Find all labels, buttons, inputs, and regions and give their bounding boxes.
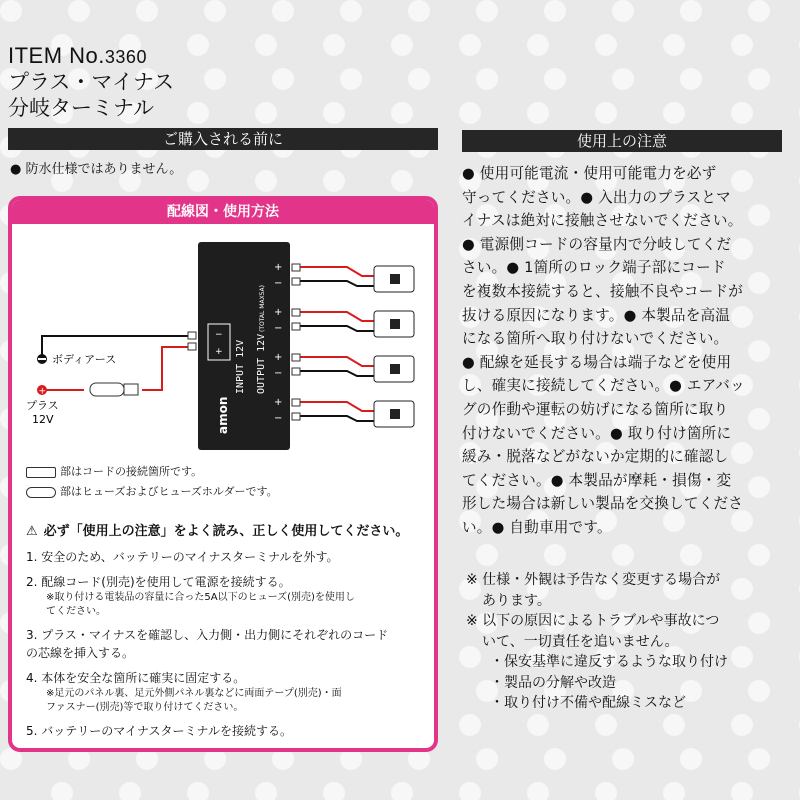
pattern-dot (187, 102, 209, 124)
output-sign-plus: + (274, 307, 283, 318)
caution-line: になる箇所へ取り付けないでください。 (462, 330, 729, 348)
output-voltage-label: OUTPUT 12V (256, 333, 267, 394)
output-red-wire (298, 402, 374, 411)
title-block (8, 44, 174, 121)
pattern-dot (272, 0, 294, 22)
disclaimer-notes (466, 570, 786, 714)
pattern-dot (595, 34, 617, 56)
pattern-dot (391, 102, 413, 124)
pattern-dot (595, 782, 617, 800)
pattern-dot (544, 0, 566, 22)
step-subnote: ※足元のパネル裏、足元外側パネル裏などに両面テープ(別売)・面 (46, 688, 342, 699)
caution-line: さい。● 1箇所のロック端子部にコード (462, 259, 726, 277)
caution-line: 緩み・脱落などがないか定期的に確認し (462, 448, 729, 466)
item-label: ITEM No. (8, 43, 105, 68)
pattern-dot (0, 0, 22, 22)
pattern-dot (187, 34, 209, 56)
pattern-dot (612, 68, 634, 90)
accessory-indicator (390, 319, 400, 329)
input-red-wire (142, 347, 192, 390)
output-connector-minus (292, 413, 300, 420)
disclaimer-line: いて、一切責任を追いません。 (482, 633, 679, 650)
pattern-dot (731, 34, 753, 56)
pattern-dot (391, 170, 413, 192)
legend-fuse-text: 部はヒューズおよびヒューズホルダーです。 (60, 485, 278, 498)
product-title-line2: 分岐ターミナル (8, 96, 154, 120)
output-red-wire (298, 312, 374, 321)
step-line: 1. 安全のため、バッテリーのマイナスターミナルを外す。 (26, 550, 339, 564)
pattern-dot (544, 544, 566, 566)
pattern-dot (323, 102, 345, 124)
instruction-steps (26, 548, 426, 740)
pattern-dot (459, 782, 481, 800)
pattern-dot (136, 0, 158, 22)
output-sign-minus: − (274, 368, 283, 379)
legend-fuse (26, 483, 278, 499)
disclaimer-line: ・保安基準に違反するような取り付け (490, 654, 728, 670)
pattern-dot (340, 68, 362, 90)
output-black-wire (298, 371, 374, 376)
caution-line: い。● 自動車用です。 (462, 518, 612, 536)
step-subnote: ※取り付ける電装品の容量に合った5A以下のヒューズ(別売)を使用し (46, 592, 355, 603)
pattern-dot (748, 544, 770, 566)
pattern-dot (476, 748, 498, 770)
fuse-swatch (26, 487, 56, 498)
body-ground-label: ボディアース (52, 353, 117, 366)
fuse-holder (90, 383, 124, 396)
step-line: 2. 配線コード(別売)を使用して電源を接続する。 (26, 575, 291, 589)
pattern-dot (612, 544, 634, 566)
plus-terminal-sign: + (38, 386, 47, 397)
pattern-dot (119, 782, 141, 800)
item-number-line (8, 44, 174, 69)
caution-line: 付けないでください。● 取り付け箇所に (462, 424, 732, 442)
caution-line: し、確実に接続してください。● エアバッ (462, 377, 745, 395)
disclaimer-line: ・取り付け不備や配線ミスなど (490, 695, 686, 711)
pattern-dot (748, 68, 770, 90)
plus-label: プラス (26, 399, 59, 412)
step-line: 5. バッテリーのマイナスターミナルを接続する。 (26, 724, 292, 738)
disclaimer-line: ※ 仕様・外観は予告なく変更する場合が (466, 572, 721, 588)
pattern-dot (408, 0, 430, 22)
accessory-indicator (390, 409, 400, 419)
pattern-dot (51, 782, 73, 800)
pattern-dot (595, 714, 617, 736)
input-connector-minus (188, 332, 196, 339)
caution-line: 守ってください。● 入出力のプラスとマ (462, 188, 731, 206)
pattern-dot (476, 544, 498, 566)
output-connector-plus (292, 264, 300, 271)
pattern-dot (731, 714, 753, 736)
caution-text (462, 162, 782, 540)
disclaimer-line: ※ 以下の原因によるトラブルや事故につ (466, 613, 720, 629)
caution-line: ● 電源側コードの容量内で分岐してくだ (462, 235, 732, 253)
caution-line: を複数本接続すると、接触不良やコードが (462, 282, 744, 300)
warning-text: 必ず「使用上の注意」をよく読み、正しく使用してください。 (43, 524, 409, 539)
output-black-wire (298, 416, 374, 421)
pattern-dot (544, 68, 566, 90)
pattern-dot (391, 34, 413, 56)
pattern-dot (663, 34, 685, 56)
output-connector-plus (292, 399, 300, 406)
output-total-label: (TOTAL MAX5A) (259, 285, 266, 332)
caution-line: グの作動や運転の妨げになる箇所に取り (462, 400, 729, 418)
output-connector-plus (292, 309, 300, 316)
input-plus-sign: + (215, 347, 223, 357)
caution-line: てください。● 本製品が摩耗・損傷・変 (462, 471, 732, 489)
output-black-wire (298, 281, 374, 286)
input-minus-sign: − (215, 330, 223, 340)
wiring-diagram (12, 224, 434, 454)
pattern-dot (748, 0, 770, 22)
wiring-panel (8, 196, 438, 752)
pattern-dot (527, 102, 549, 124)
pattern-dot (459, 714, 481, 736)
pattern-dot (255, 782, 277, 800)
pattern-dot (612, 748, 634, 770)
pattern-dot (323, 782, 345, 800)
pattern-dot (527, 782, 549, 800)
output-black-wire (298, 326, 374, 331)
pattern-dot (391, 782, 413, 800)
accessory-indicator (390, 364, 400, 374)
caution-line: ● 使用可能電流・使用可能電力を必ず (462, 165, 717, 182)
warning-line (26, 520, 408, 539)
output-sign-minus: − (274, 323, 283, 334)
pattern-dot (595, 102, 617, 124)
output-connector-plus (292, 354, 300, 361)
pattern-dot (527, 714, 549, 736)
output-connector-minus (292, 368, 300, 375)
connection-swatch (26, 467, 56, 478)
input-connector-plus (188, 343, 196, 350)
pattern-dot (408, 68, 430, 90)
pattern-dot (612, 0, 634, 22)
warning-icon: ⚠ (26, 524, 38, 539)
legend-connection-text: 部はコードの接続箇所です。 (60, 465, 203, 478)
pattern-dot (731, 102, 753, 124)
step-line: 4. 本体を安全な箇所に確実に固定する。 (26, 671, 246, 685)
accessory-indicator (390, 274, 400, 284)
pattern-dot (680, 544, 702, 566)
pattern-dot (459, 34, 481, 56)
step-line: 3. プラス・マイナスを確認し、入力側・出力側にそれぞれのコード (26, 628, 389, 642)
pattern-dot (527, 34, 549, 56)
pattern-dot (544, 748, 566, 770)
caution-line: 形した場合は新しい製品を交換してくださ (462, 495, 744, 513)
step-line: の芯線を挿入する。 (26, 646, 135, 660)
disclaimer-line: あります。 (482, 592, 551, 609)
output-sign-plus: + (274, 397, 283, 408)
wiring-title: 配線図・使用方法 (12, 200, 434, 224)
caution-line: 抜ける原因になります。● 本製品を高温 (462, 306, 731, 324)
volt-label: 12V (32, 413, 54, 426)
product-title-line1: プラス・マイナス (8, 70, 175, 94)
pattern-dot (204, 0, 226, 22)
pattern-dot (680, 68, 702, 90)
item-number: 3360 (104, 47, 147, 67)
pattern-dot (255, 34, 277, 56)
pattern-dot (748, 748, 770, 770)
before-purchase-heading: ご購入される前に (8, 128, 438, 150)
pattern-dot (68, 0, 90, 22)
pattern-dot (272, 68, 294, 90)
pattern-dot (663, 102, 685, 124)
pattern-dot (663, 782, 685, 800)
fuse-connector (124, 384, 138, 395)
pattern-dot (323, 170, 345, 192)
input-voltage-label: INPUT 12V (235, 339, 246, 394)
pattern-dot (323, 34, 345, 56)
output-group (274, 262, 414, 427)
waterproof-note: ● 防水仕様ではありません。 (10, 162, 183, 177)
caution-line: イナスは絶対に接触させないでください。 (462, 212, 743, 230)
output-connector-minus (292, 278, 300, 285)
pattern-dot (340, 0, 362, 22)
legend-connection (26, 463, 202, 479)
step-subnote: てください。 (46, 606, 106, 617)
pattern-dot (187, 170, 209, 192)
pattern-dot (476, 68, 498, 90)
output-sign-minus: − (274, 413, 283, 424)
pattern-dot (731, 782, 753, 800)
pattern-dot (255, 170, 277, 192)
pattern-dot (663, 714, 685, 736)
output-sign-minus: − (274, 278, 283, 289)
pattern-dot (204, 68, 226, 90)
output-red-wire (298, 357, 374, 366)
pattern-dot (680, 748, 702, 770)
pattern-dot (255, 102, 277, 124)
disclaimer-line: ・製品の分解や改造 (490, 674, 616, 691)
pattern-dot (680, 0, 702, 22)
pattern-dot (459, 102, 481, 124)
pattern-dot (187, 782, 209, 800)
pattern-dot (476, 0, 498, 22)
output-connector-minus (292, 323, 300, 330)
step-subnote: ファスナー(別売)等で取り付けてください。 (46, 702, 244, 713)
usage-caution-heading: 使用上の注意 (462, 130, 782, 152)
output-sign-plus: + (274, 352, 283, 363)
output-red-wire (298, 267, 374, 276)
output-sign-plus: + (274, 262, 283, 273)
brand-logo: amon (216, 396, 230, 434)
caution-line: ● 配線を延長する場合は端子などを使用 (462, 353, 732, 371)
